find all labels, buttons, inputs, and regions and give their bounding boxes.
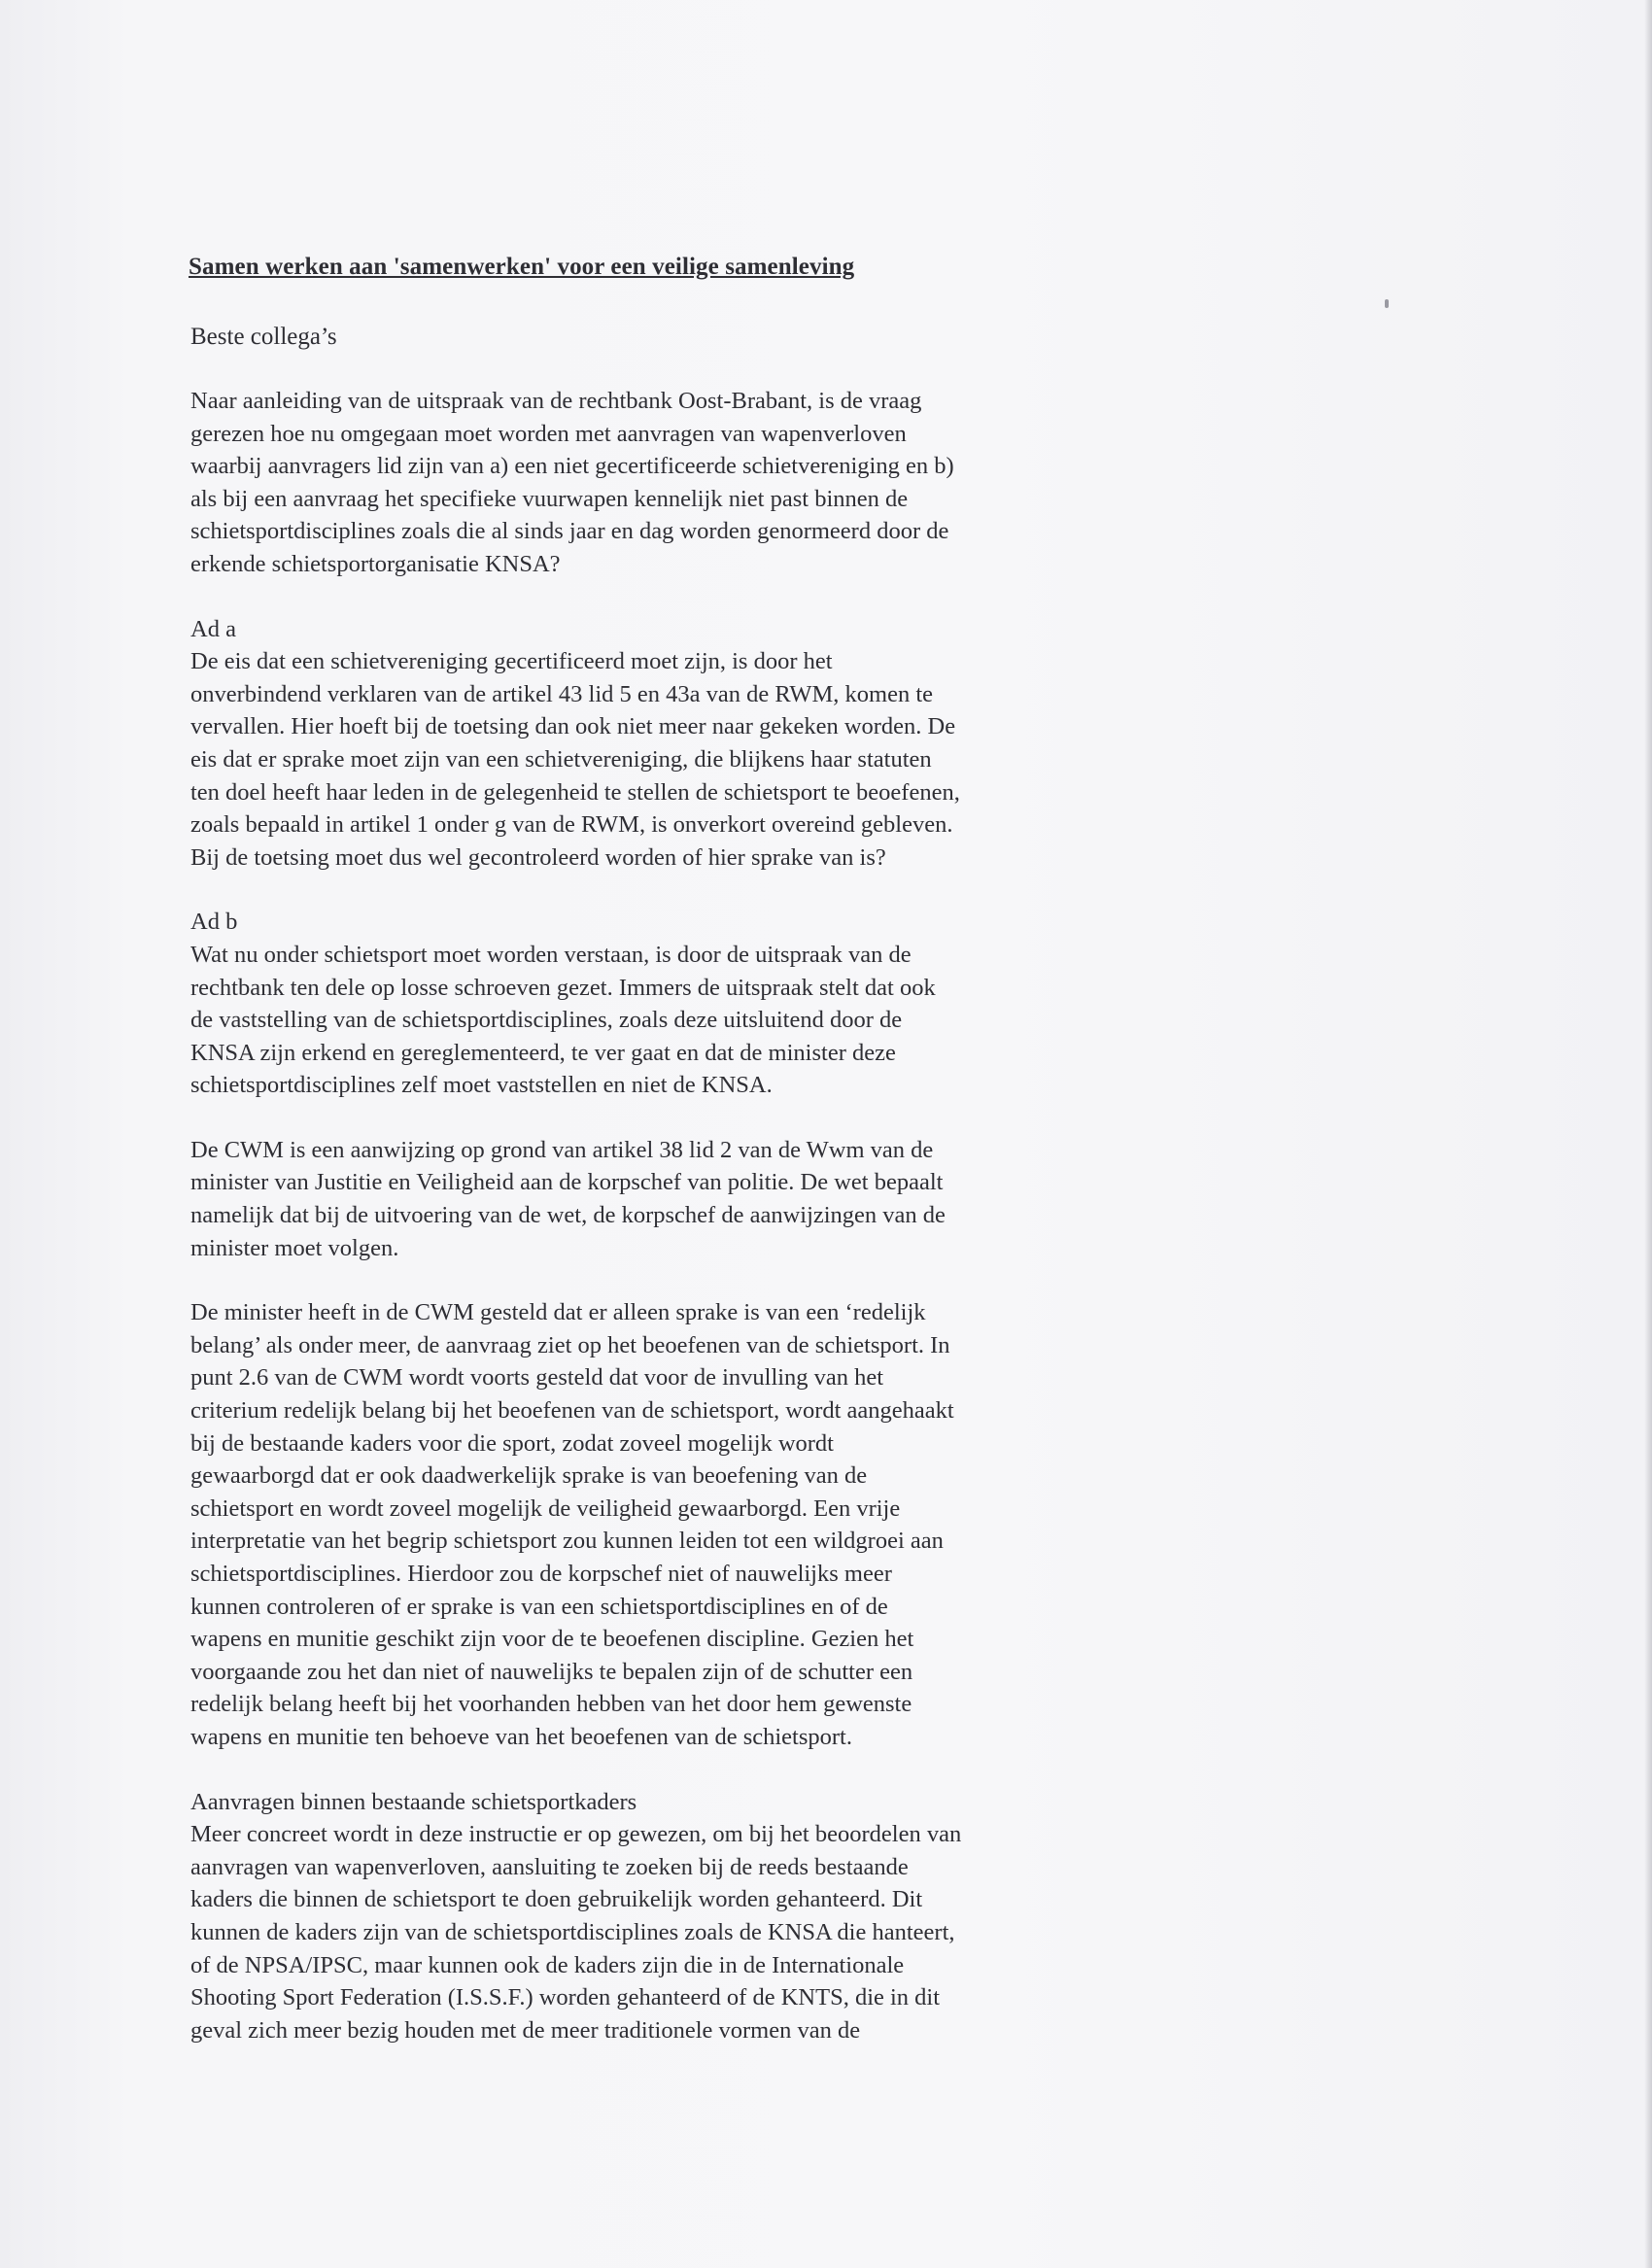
section-heading: Aanvragen binnen bestaande schietsportkaders <box>190 1788 637 1815</box>
text-line: zoals bepaald in artikel 1 onder g van de RWM, is onverkort overeind gebleven. <box>190 811 953 839</box>
text-line: KNSA zijn erkend en gereglementeerd, te ver gaat en dat de minister deze <box>190 1039 896 1066</box>
paragraphs <box>190 385 1162 2046</box>
text-line: De eis dat een schietvereniging gecertificeerd moet zijn, is door het <box>190 648 833 675</box>
text-line: bij de bestaande kaders voor die sport, zodat zoveel mogelijk wordt <box>190 1429 834 1457</box>
text-line: eis dat er sprake moet zijn van een schietvereniging, die blijkens haar statuten <box>190 745 932 773</box>
text-line: redelijk belang heeft bij het voorhanden hebben van het door hem gewenste <box>190 1691 912 1718</box>
section-heading: Ad a <box>190 615 236 642</box>
paragraph <box>190 1134 1162 1264</box>
text-line: belang’ als onder meer, de aanvraag ziet op het beoefenen van de schietsport. In <box>190 1331 950 1358</box>
letter-body <box>190 251 1162 2079</box>
text-line: erkende schietsportorganisatie KNSA? <box>190 550 561 577</box>
text-line: schietsportdisciplines. Hierdoor zou de korpschef niet of nauwelijks meer <box>190 1561 892 1587</box>
page-edge-shadow <box>1644 0 1652 2268</box>
paragraph <box>190 906 1162 1102</box>
text-line: wapens en munitie ten behoeve van het beoefenen van de schietsport. <box>190 1723 852 1750</box>
text-line: Bij de toetsing moet dus wel gecontroleerd worden of hier sprake van is? <box>190 843 886 871</box>
salutation: Beste collega’s <box>190 324 337 350</box>
paragraph <box>190 1296 1162 1753</box>
section-heading: Ad b <box>190 909 238 936</box>
text-line: minister van Justitie en Veiligheid aan de korpschef van politie. De wet bepaalt <box>190 1169 944 1196</box>
text-line: gewaarborgd dat er ook daadwerkelijk sprake is van beoefening van de <box>190 1462 868 1490</box>
text-line: schietsport en wordt zoveel mogelijk de veiligheid gewaarborgd. Een vrije <box>190 1495 901 1522</box>
text-line: of de NPSA/IPSC, maar kunnen ook de kaders zijn die in de Internationale <box>190 1951 905 1978</box>
paragraph <box>190 1786 1162 2047</box>
text-line: Wat nu onder schietsport moet worden verstaan, is door de uitspraak van de <box>190 941 912 968</box>
paragraph <box>190 613 1162 875</box>
text-line: onverbindend verklaren van de artikel 43 lid 5 en 43a van de RWM, komen te <box>190 680 934 707</box>
text-line: criterium redelijk belang bij het beoefenen van de schietsport, wordt aangehaakt <box>190 1397 954 1425</box>
text-line: rechtbank ten dele op losse schroeven gezet. Immers de uitspraak stelt dat ook <box>190 974 936 1001</box>
text-line: aanvragen van wapenverloven, aansluiting te zoeken bij de reeds bestaande <box>190 1853 909 1880</box>
text-line: schietsportdisciplines zoals die al sinds jaar en dag worden genormeerd door de <box>190 518 949 545</box>
text-line: schietsportdisciplines zelf moet vaststellen en niet de KNSA. <box>190 1072 773 1099</box>
text-line: De minister heeft in de CWM gesteld dat er alleen sprake is van een ‘redelijk <box>190 1299 926 1326</box>
text-line: als bij een aanvraag het specifieke vuurwapen kennelijk niet past binnen de <box>190 485 909 512</box>
text-line: kunnen controleren of er sprake is van een schietsportdisciplines en of de <box>190 1593 888 1620</box>
text-line: geval zich meer bezig houden met de meer traditionele vormen van de <box>190 2016 861 2044</box>
text-line: namelijk dat bij de uitvoering van de wet, de korpschef de aanwijzingen van de <box>190 1202 946 1229</box>
text-line: gerezen hoe nu omgegaan moet worden met aanvragen van wapenverloven <box>190 420 907 447</box>
text-line: Naar aanleiding van de uitspraak van de rechtbank Oost-Brabant, is de vraag <box>190 388 922 414</box>
text-line: ten doel heeft haar leden in de gelegenheid te stellen de schietsport te beoefenen, <box>190 778 960 806</box>
text-line: interpretatie van het begrip schietsport zou kunnen leiden tot een wildgroei aan <box>190 1528 944 1555</box>
text-line: de vaststelling van de schietsportdisciplines, zoals deze uitsluitend door de <box>190 1007 903 1034</box>
scan-speck <box>1385 299 1389 308</box>
text-line: De CWM is een aanwijzing op grond van artikel 38 lid 2 van de Wwm van de <box>190 1136 934 1163</box>
text-line: minister moet volgen. <box>190 1234 399 1261</box>
document-title: Samen werken aan 'samenwerken' voor een veilige samenleving <box>189 254 855 280</box>
text-line: Shooting Sport Federation (I.S.S.F.) worden gehanteerd of de KNTS, die in dit <box>190 1984 941 2011</box>
paragraph <box>190 385 1162 581</box>
text-line: wapens en munitie geschikt zijn voor de te beoefenen discipline. Gezien het <box>190 1626 914 1653</box>
text-line: waarbij aanvragers lid zijn van a) een niet gecertificeerde schietvereniging en b) <box>190 453 954 480</box>
text-line: voorgaande zou het dan niet of nauwelijks te bepalen zijn of de schutter een <box>190 1658 913 1685</box>
text-line: vervallen. Hier hoeft bij de toetsing dan ook niet meer naar gekeken worden. De <box>190 713 956 740</box>
text-line: punt 2.6 van de CWM wordt voorts gesteld dat voor de invulling van het <box>190 1364 884 1392</box>
text-line: kaders die binnen de schietsport te doen gebruikelijk worden gehanteerd. Dit <box>190 1886 923 1913</box>
text-line: kunnen de kaders zijn van de schietsportdisciplines zoals de KNSA die hanteert, <box>190 1918 955 1945</box>
text-line: Meer concreet wordt in deze instructie er op gewezen, om bij het beoordelen van <box>190 1821 962 1848</box>
